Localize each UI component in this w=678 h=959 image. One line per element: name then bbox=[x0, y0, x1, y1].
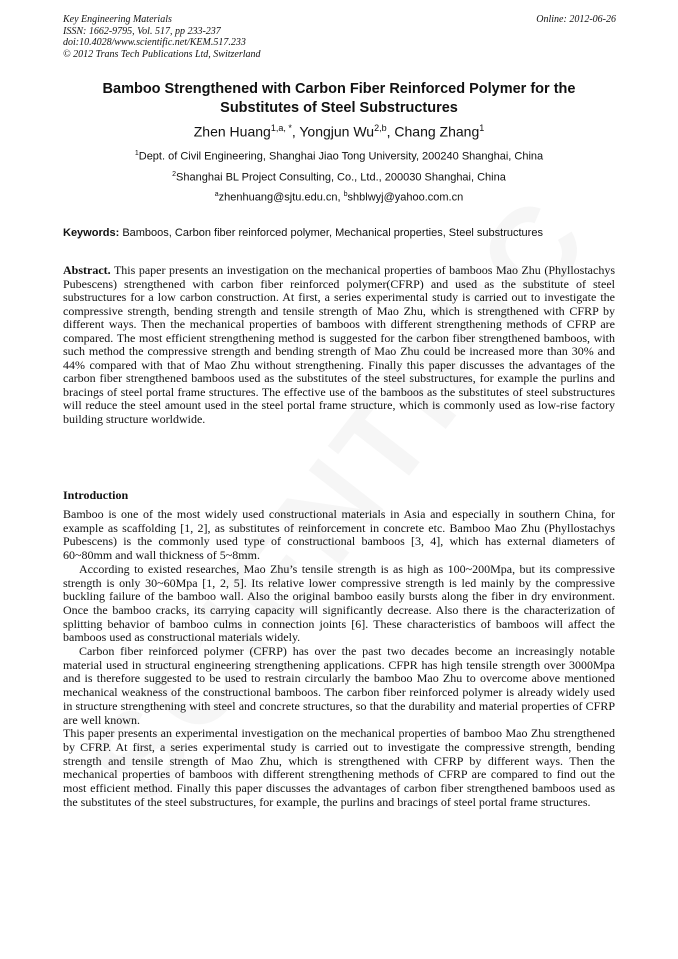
abstract-text: This paper presents an investigation on the mechanical properties of bamboos Mao Zhu (Phyllostachys Pubescens) strengthened with carbon fiber reinforced polymer(CFRP) and used as the substitute of steel substructures for a low carbon construction. At first, a series experimental study is carried out to investigate the compressive strength, bending strength and tensile strength of Mao Zhu, which is strengthened with CFRP by different ways. Then the mechanical properties of bamboos with different strengthening methods of CFRP are compared. The most efficient strengthening method is suggested for the carbon fiber strengthened bamboos, with such method the compressive strength and bending strength of Mao Zhu could be increased more than 30% and 44% compared with that of Mao Zhu without strengthening. Finally this paper discusses the advantages of the carbon fiber strengthened bamboos used as the substitutes of the steel substructures, for example the purlins and bracings of steel portal frame structures. The effective use of the bamboos as the substitutes of steel substructures will reduce the steel amount used in the steel portal frame structure, which is commonly used as low-rise factory building structure worldwide. bbox=[63, 263, 615, 426]
intro-paragraph: Bamboo is one of the most widely used constructional materials in Asia and especially in southern China, for example as scaffolding [1, 2], as substitutes of reinforcement in concrete etc. Bamboo Mao Zhu (Phyllostachys Pubescens) is the commonly used type of constructional bamboos [3, 4], which has external diameters of 60~80mm and wall thickness of 5~8mm. bbox=[63, 507, 615, 563]
journal-name: Key Engineering Materials bbox=[63, 14, 172, 25]
affiliation-sup: 1 bbox=[134, 150, 139, 157]
intro-paragraph: This paper presents an experimental investigation on the mechanical properties of bamboo Mao Zhu strengthened by CFRP. At first, a series experimental study is carried out to investigate the compressive strength, bending strength and tensile strength of Mao Zhu, which is strengthened with CFRP by different ways. Then the mechanical properties of bamboos with different strengthening methods of CFRP are compared to find out the most efficient method. Finally this paper discusses the advantages of carbon fiber strengthened bamboos used as the substitutes of the steel substructures, for example, the purlins and bracings of steel portal frame structures. bbox=[63, 726, 615, 809]
email-line bbox=[63, 191, 615, 204]
author-sup: 1,a, * bbox=[270, 123, 292, 133]
email-b: shblwyj@yahoo.com.cn bbox=[347, 191, 464, 204]
online-date: Online: 2012-06-26 bbox=[536, 14, 616, 25]
email-separator: , bbox=[337, 191, 344, 204]
affiliation-text: Shanghai BL Project Consulting, Co., Ltd., 200030 Shanghai, China bbox=[176, 171, 506, 184]
intro-paragraph: According to existed researches, Mao Zhu’s tensile strength is as high as 100~200Mpa, but its compressive strength is only 30~60Mpa [1, 2, 5]. Its relative lower compressive strength is led mainly by the compressive buckling failure of the bamboo wall. Also the original bamboo easily bursts along the fiber in dry environment. Once the bamboo cracks, its carrying capacity will significantly decrease. Also there is the characterization of splitting behavior of bamboo culms in connection joints [6]. These characteristics of bamboos will affect the bamboos used as constructional materials widely. bbox=[63, 561, 615, 645]
introduction-body bbox=[63, 508, 615, 809]
abstract bbox=[63, 264, 615, 426]
author-list bbox=[63, 123, 615, 140]
paper-title: Bamboo Strengthened with Carbon Fiber Reinforced Polymer for the Substitutes of Steel Substructures bbox=[102, 81, 576, 116]
intro-paragraph: Carbon fiber reinforced polymer (CFRP) has over the past two decades become an increasingly notable material used in structural engineering strengthening applications. CFPR has high tensile strength over 3000Mpa and is therefore suggested to be used to restrain circularly the bamboo Mao Zhu to overcome above mentioned mechanical weakness of the constructional bamboos. The carbon fiber reinforced polymer is already widely used in structure strengthening with steel and concrete structures, so that the durability and material properties of CFRP are well known. bbox=[63, 644, 615, 727]
author-name: Chang Zhang bbox=[394, 123, 480, 140]
keywords bbox=[63, 227, 615, 239]
journal-meta bbox=[63, 14, 261, 60]
author-separator: , bbox=[386, 123, 395, 140]
doi-line: doi:10.4028/www.scientific.net/KEM.517.233 bbox=[63, 37, 246, 48]
keywords-label: Keywords: bbox=[63, 227, 120, 239]
affiliation-sup: 2 bbox=[172, 171, 177, 178]
introduction-heading: Introduction bbox=[63, 488, 129, 502]
issn-line: ISSN: 1662-9795, Vol. 517, pp 233-237 bbox=[63, 25, 221, 37]
email-sup: a bbox=[214, 191, 219, 198]
affiliation-2 bbox=[63, 171, 615, 184]
affiliation-text: Dept. of Civil Engineering, Shanghai Jiao Tong University, 200240 Shanghai, China bbox=[138, 150, 544, 163]
copyright-line: © 2012 Trans Tech Publications Ltd, Switzerland bbox=[63, 48, 261, 60]
author-sup: 1 bbox=[479, 123, 485, 133]
author-separator: , bbox=[291, 123, 300, 140]
author-name: Yongjun Wu bbox=[299, 123, 375, 140]
abstract-label: Abstract. bbox=[63, 263, 111, 277]
affiliation-1 bbox=[63, 150, 615, 163]
author-name: Zhen Huang bbox=[193, 123, 271, 140]
email-sup: b bbox=[343, 191, 348, 198]
email-a: zhenhuang@sjtu.edu.cn bbox=[218, 191, 338, 204]
keywords-text: Bamboos, Carbon fiber reinforced polymer, Mechanical properties, Steel substructures bbox=[122, 227, 543, 239]
author-sup: 2,b bbox=[374, 123, 387, 133]
